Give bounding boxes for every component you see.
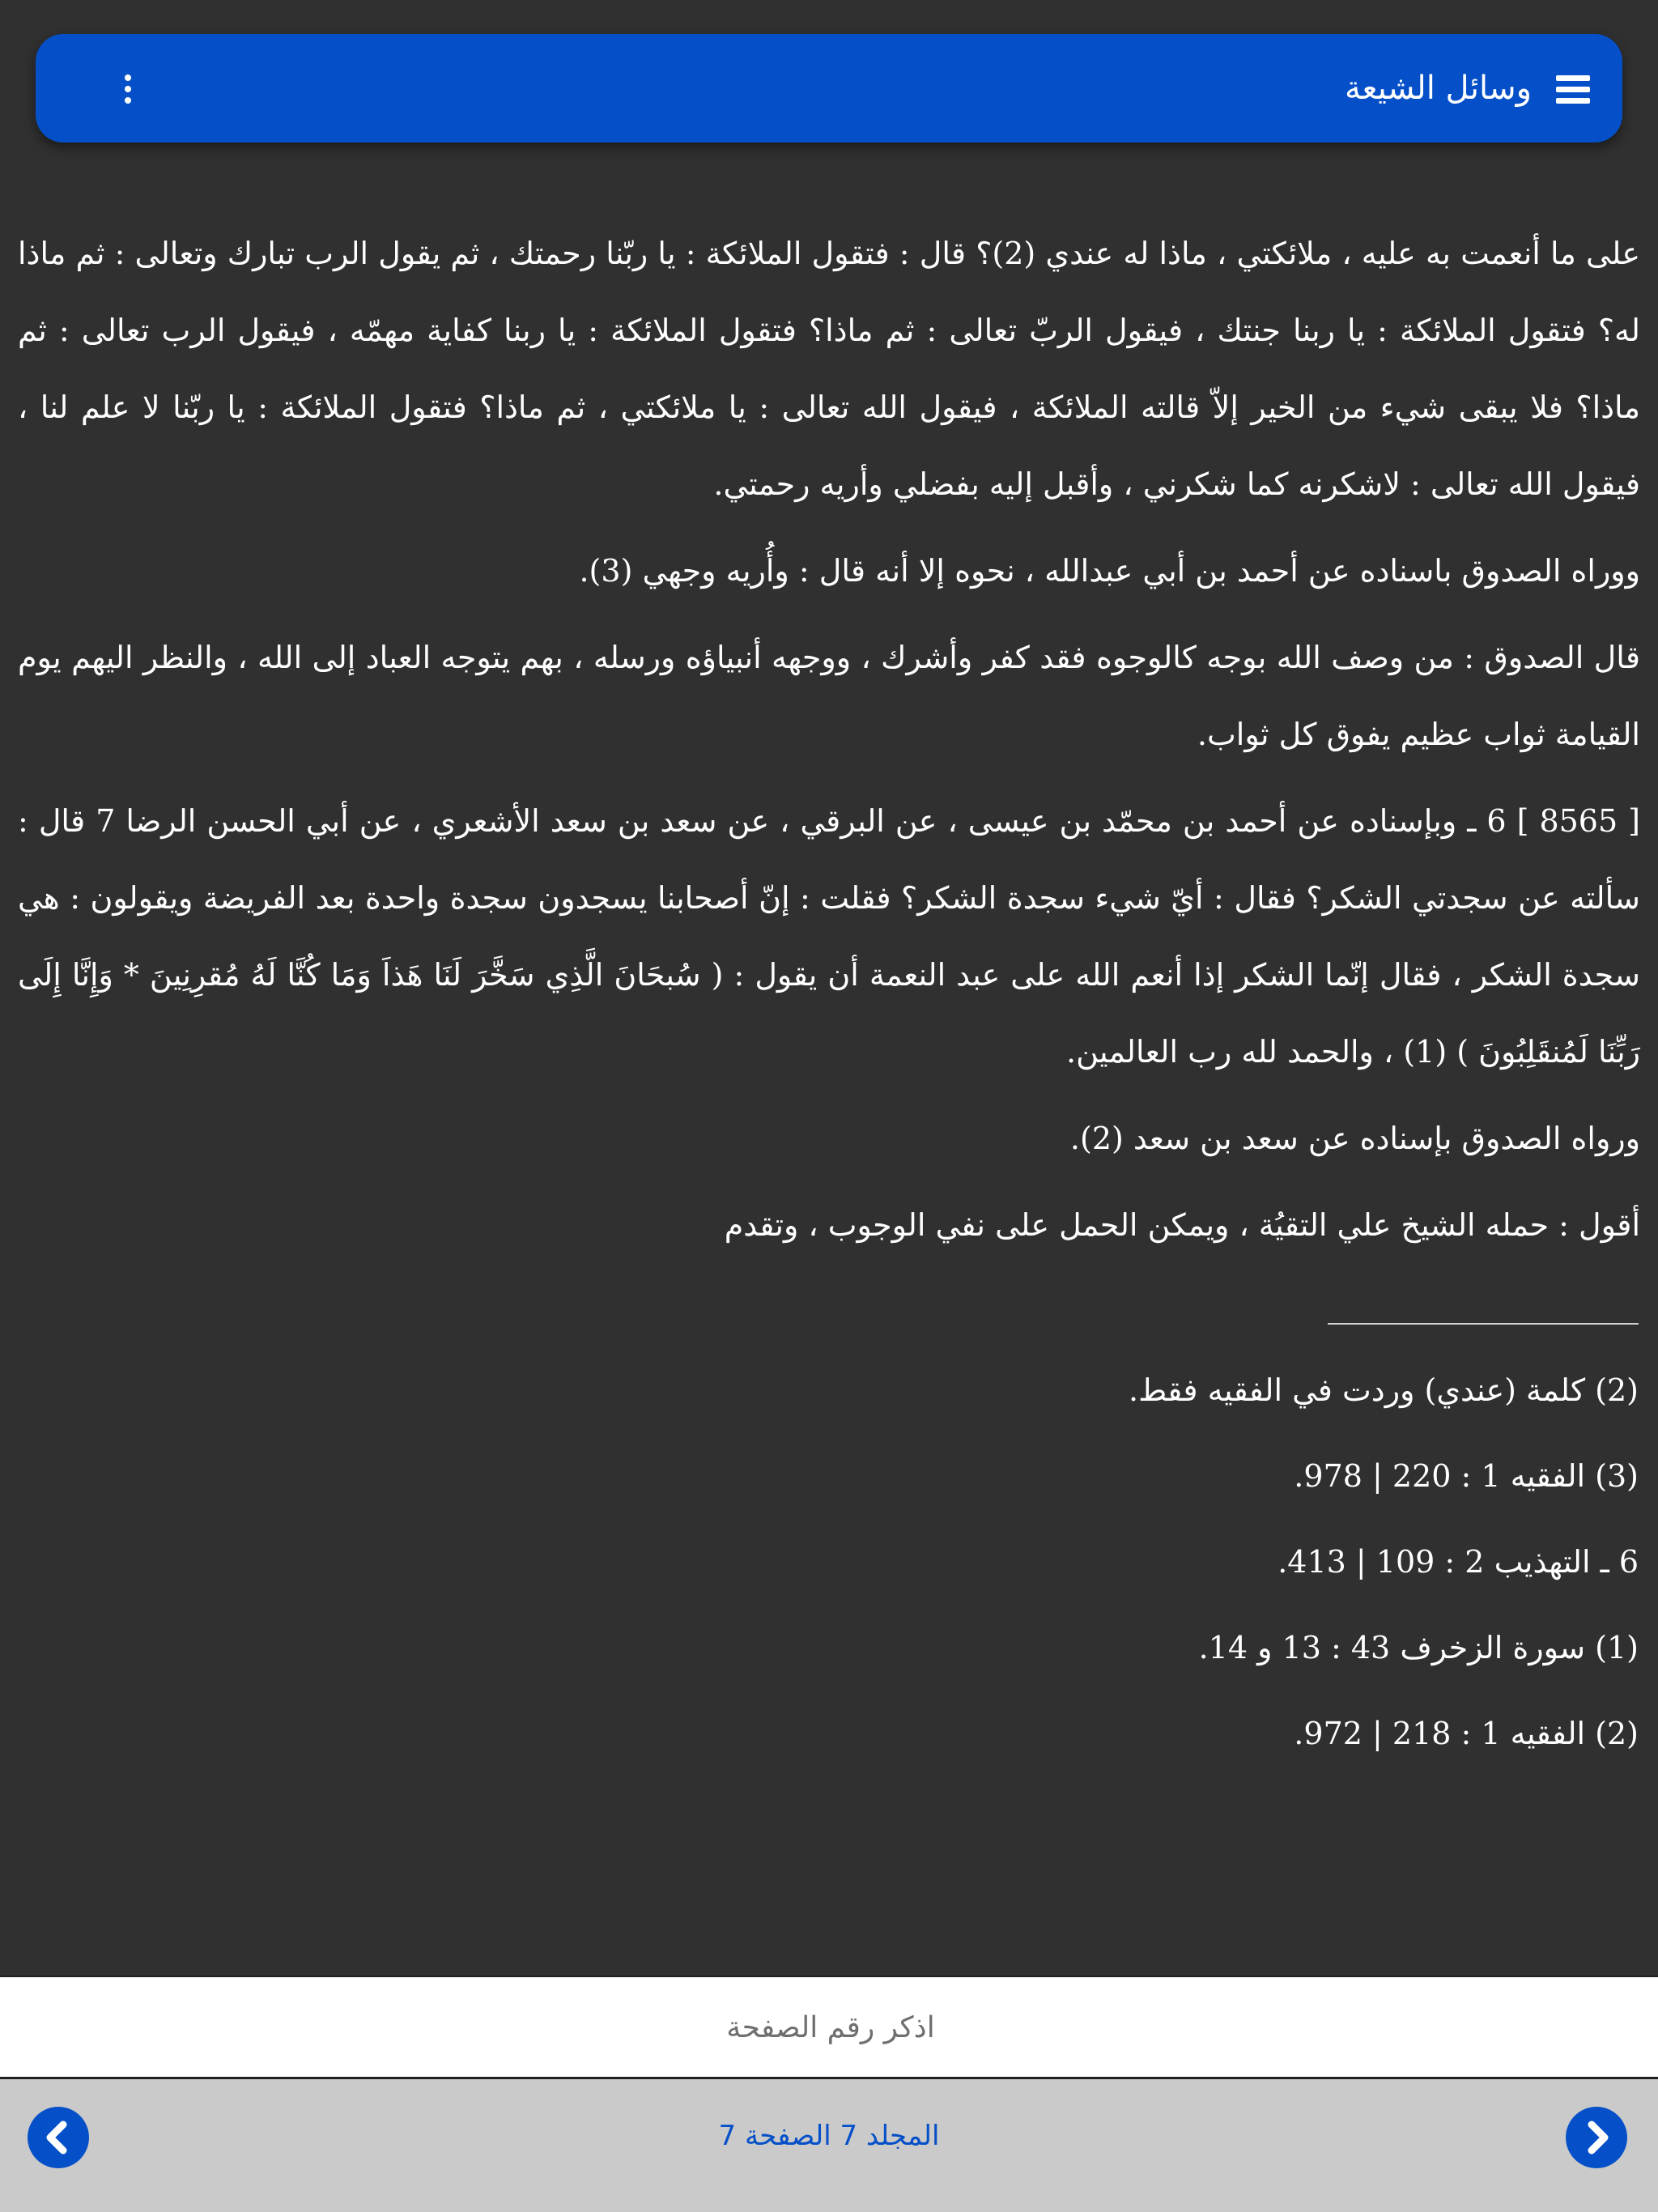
footnotes xyxy=(1129,1347,1639,1776)
chevron-right-icon[interactable] xyxy=(1566,2107,1627,2168)
footnote: (2) الفقيه 1 : 218 | 972. xyxy=(1294,1716,1639,1751)
footnote: (1) سورة الزخرف 43 : 13 و 14. xyxy=(1198,1630,1639,1665)
kebab-vertical-icon[interactable] xyxy=(112,66,144,112)
paragraph: ووراه الصدوق باسناده عن أحمد بن أبي عبدالله ، نحوه إلا أنه قال : وأُريه وجهي (3). xyxy=(579,553,1640,589)
top-app-bar xyxy=(36,34,1622,143)
page-indicator[interactable]: المجلد 7 الصفحة 7 xyxy=(718,2120,940,2152)
footnote: (2) كلمة (عندي) وردت في الفقيه فقط. xyxy=(1128,1372,1639,1408)
hamburger-icon[interactable] xyxy=(1545,66,1590,112)
page-number-bar xyxy=(0,1976,1658,2079)
app-title: وسائل الشيعة xyxy=(1345,70,1532,107)
footnote: (3) الفقيه 1 : 220 | 978. xyxy=(1294,1458,1639,1494)
bottom-navigation xyxy=(0,2079,1658,2212)
footnote-separator xyxy=(1328,1323,1639,1325)
footnote: 6 ـ التهذيب 2 : 109 | 413. xyxy=(1278,1544,1639,1580)
paragraph: ورواه الصدوق بإسناده عن سعد بن سعد (2). xyxy=(1069,1121,1640,1156)
paragraph: أقول : حمله الشيخ علي التقيُة ، ويمكن الحمل على نفي الوجوب ، وتقدم xyxy=(724,1207,1640,1243)
paragraph: [ 8565 ] 6 ـ وبإسناده عن أحمد بن محمّد بن عيسى ، عن البرقي ، عن سعد بن سعد الأشعري ، عن أبي الحسن الرضا 7 قال : سألته عن سجدتي الشكر؟ فقال : أيّ شيء سجدة الشكر؟ فقلت : إنّ أصحابنا يسجدون سجدة واحدة بعد الفريضة ويقولون : هي سجدة الشكر ، فقال إنّما الشكر إذا أنعم الله على عبد النعمة أن يقول : ( سُبحَانَ الَّذِي سَخَّرَ لَنَا هَذاَ وَمَا كُنَّا لَهُ مُقرِنِينَ * وَإِنَّا إِلَى رَبِّنَا لَمُنقَلِبُونَ ) (1) ، والحمد لله رب العالمين. xyxy=(18,803,1641,1070)
paragraph: على ما أنعمت به عليه ، ملائكتي ، ماذا له عندي (2)؟ قال : فتقول الملائكة : يا ربّنا رحمتك ، ثم يقول الرب تبارك وتعالى : ثم ماذا له؟ فتقول الملائكة : يا ربنا جنتك ، فيقول الربّ تعالى : ثم ماذا؟ فتقول الملائكة : يا ربنا كفاية مهمّه ، فيقول الرب تعالى : ثم ماذا؟ فلا يبقى شيء من الخير إلاّ قالته الملائكة ، فيقول الله تعالى : يا ملائكتي ، ثم ماذا؟ فتقول الملائكة : يا ربّنا لا علم لنا ، فيقول الله تعالى : لاشكرنه كما شكرني ، وأقبل إليه بفضلي وأريه رحمتي. xyxy=(18,236,1640,502)
paragraph: قال الصدوق : من وصف الله بوجه كالوجوه فقد كفر وأشرك ، ووجهه أنبياؤه ورسله ، بهم يتوجه العباد إلى الله ، والنظر اليهم يوم القيامة ثواب عظيم يفوق كل ثواب. xyxy=(18,640,1640,752)
book-page-text xyxy=(18,215,1640,1264)
page-number-input[interactable] xyxy=(0,1977,1658,2078)
